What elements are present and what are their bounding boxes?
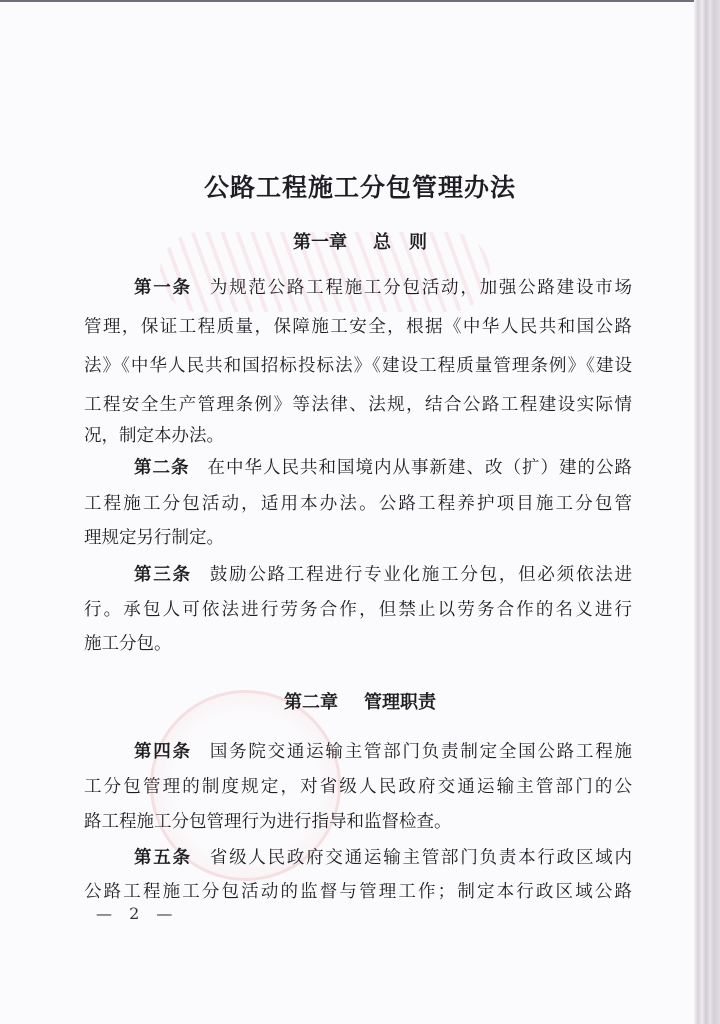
- article-5-line-2: 公路工程施工分包活动的监督与管理工作；制定本行政区域公路: [84, 882, 632, 902]
- chapter-label: 第二章: [284, 692, 338, 713]
- chapter-heading-2: [0, 688, 720, 714]
- article-3-line-3: 施工分包。: [84, 634, 172, 654]
- chapter-label: 第一章: [293, 232, 347, 253]
- chapter-heading-1: [0, 228, 720, 254]
- article-text: 在中华人民共和国境内从事新建、改（扩）建的公路: [207, 458, 632, 478]
- article-text: 鼓励公路工程进行专业化施工分包，但必须依法进: [209, 565, 632, 585]
- article-1-line-2: 管理，保证工程质量，保障施工安全，根据《中华人民共和国公路: [84, 317, 632, 337]
- article-2-line-1: [134, 456, 632, 480]
- article-1-line-3: 法》《中华人民共和国招标投标法》《建设工程质量管理条例》《建设: [84, 356, 632, 376]
- chapter-name: 管理职责: [364, 692, 436, 713]
- article-5-line-1: [134, 846, 632, 870]
- article-4-line-1: [134, 740, 632, 764]
- article-text: 省级人民政府交通运输主管部门负责本行政区域内: [209, 848, 632, 868]
- page-number: — 2 —: [96, 904, 179, 923]
- article-label: 第五条: [134, 848, 192, 868]
- chapter-name: 总 则: [373, 232, 427, 253]
- article-label: 第二条: [134, 458, 190, 478]
- article-4-line-3: 路工程施工分包管理行为进行指导和监督检查。: [84, 812, 452, 832]
- document-title: 公路工程施工分包管理办法: [203, 173, 516, 202]
- article-4-line-2: 工分包管理的制度规定，对省级人民政府交通运输主管部门的公: [84, 777, 632, 797]
- article-text: 国务院交通运输主管部门负责制定全国公路工程施: [209, 742, 632, 762]
- article-1-line-1: [134, 276, 632, 300]
- article-label: 第一条: [134, 278, 192, 298]
- article-3-line-1: [134, 563, 632, 587]
- article-3-line-2: 行。承包人可依法进行劳务合作，但禁止以劳务合作的名义进行: [84, 600, 632, 620]
- article-label: 第四条: [134, 742, 192, 762]
- article-label: 第三条: [134, 565, 192, 585]
- page-binding-edge: [694, 0, 720, 1024]
- article-1-line-4: 工程安全生产管理条例》等法律、法规，结合公路工程建设实际情: [84, 395, 632, 415]
- article-text: 为规范公路工程施工分包活动，加强公路建设市场: [209, 278, 632, 298]
- article-2-line-3: 理规定另行制定。: [84, 528, 224, 548]
- article-1-line-5: 况，制定本办法。: [84, 426, 224, 446]
- scan-top-edge: [0, 0, 720, 2]
- article-2-line-2: 工程施工分包活动，适用本办法。公路工程养护项目施工分包管: [84, 494, 632, 514]
